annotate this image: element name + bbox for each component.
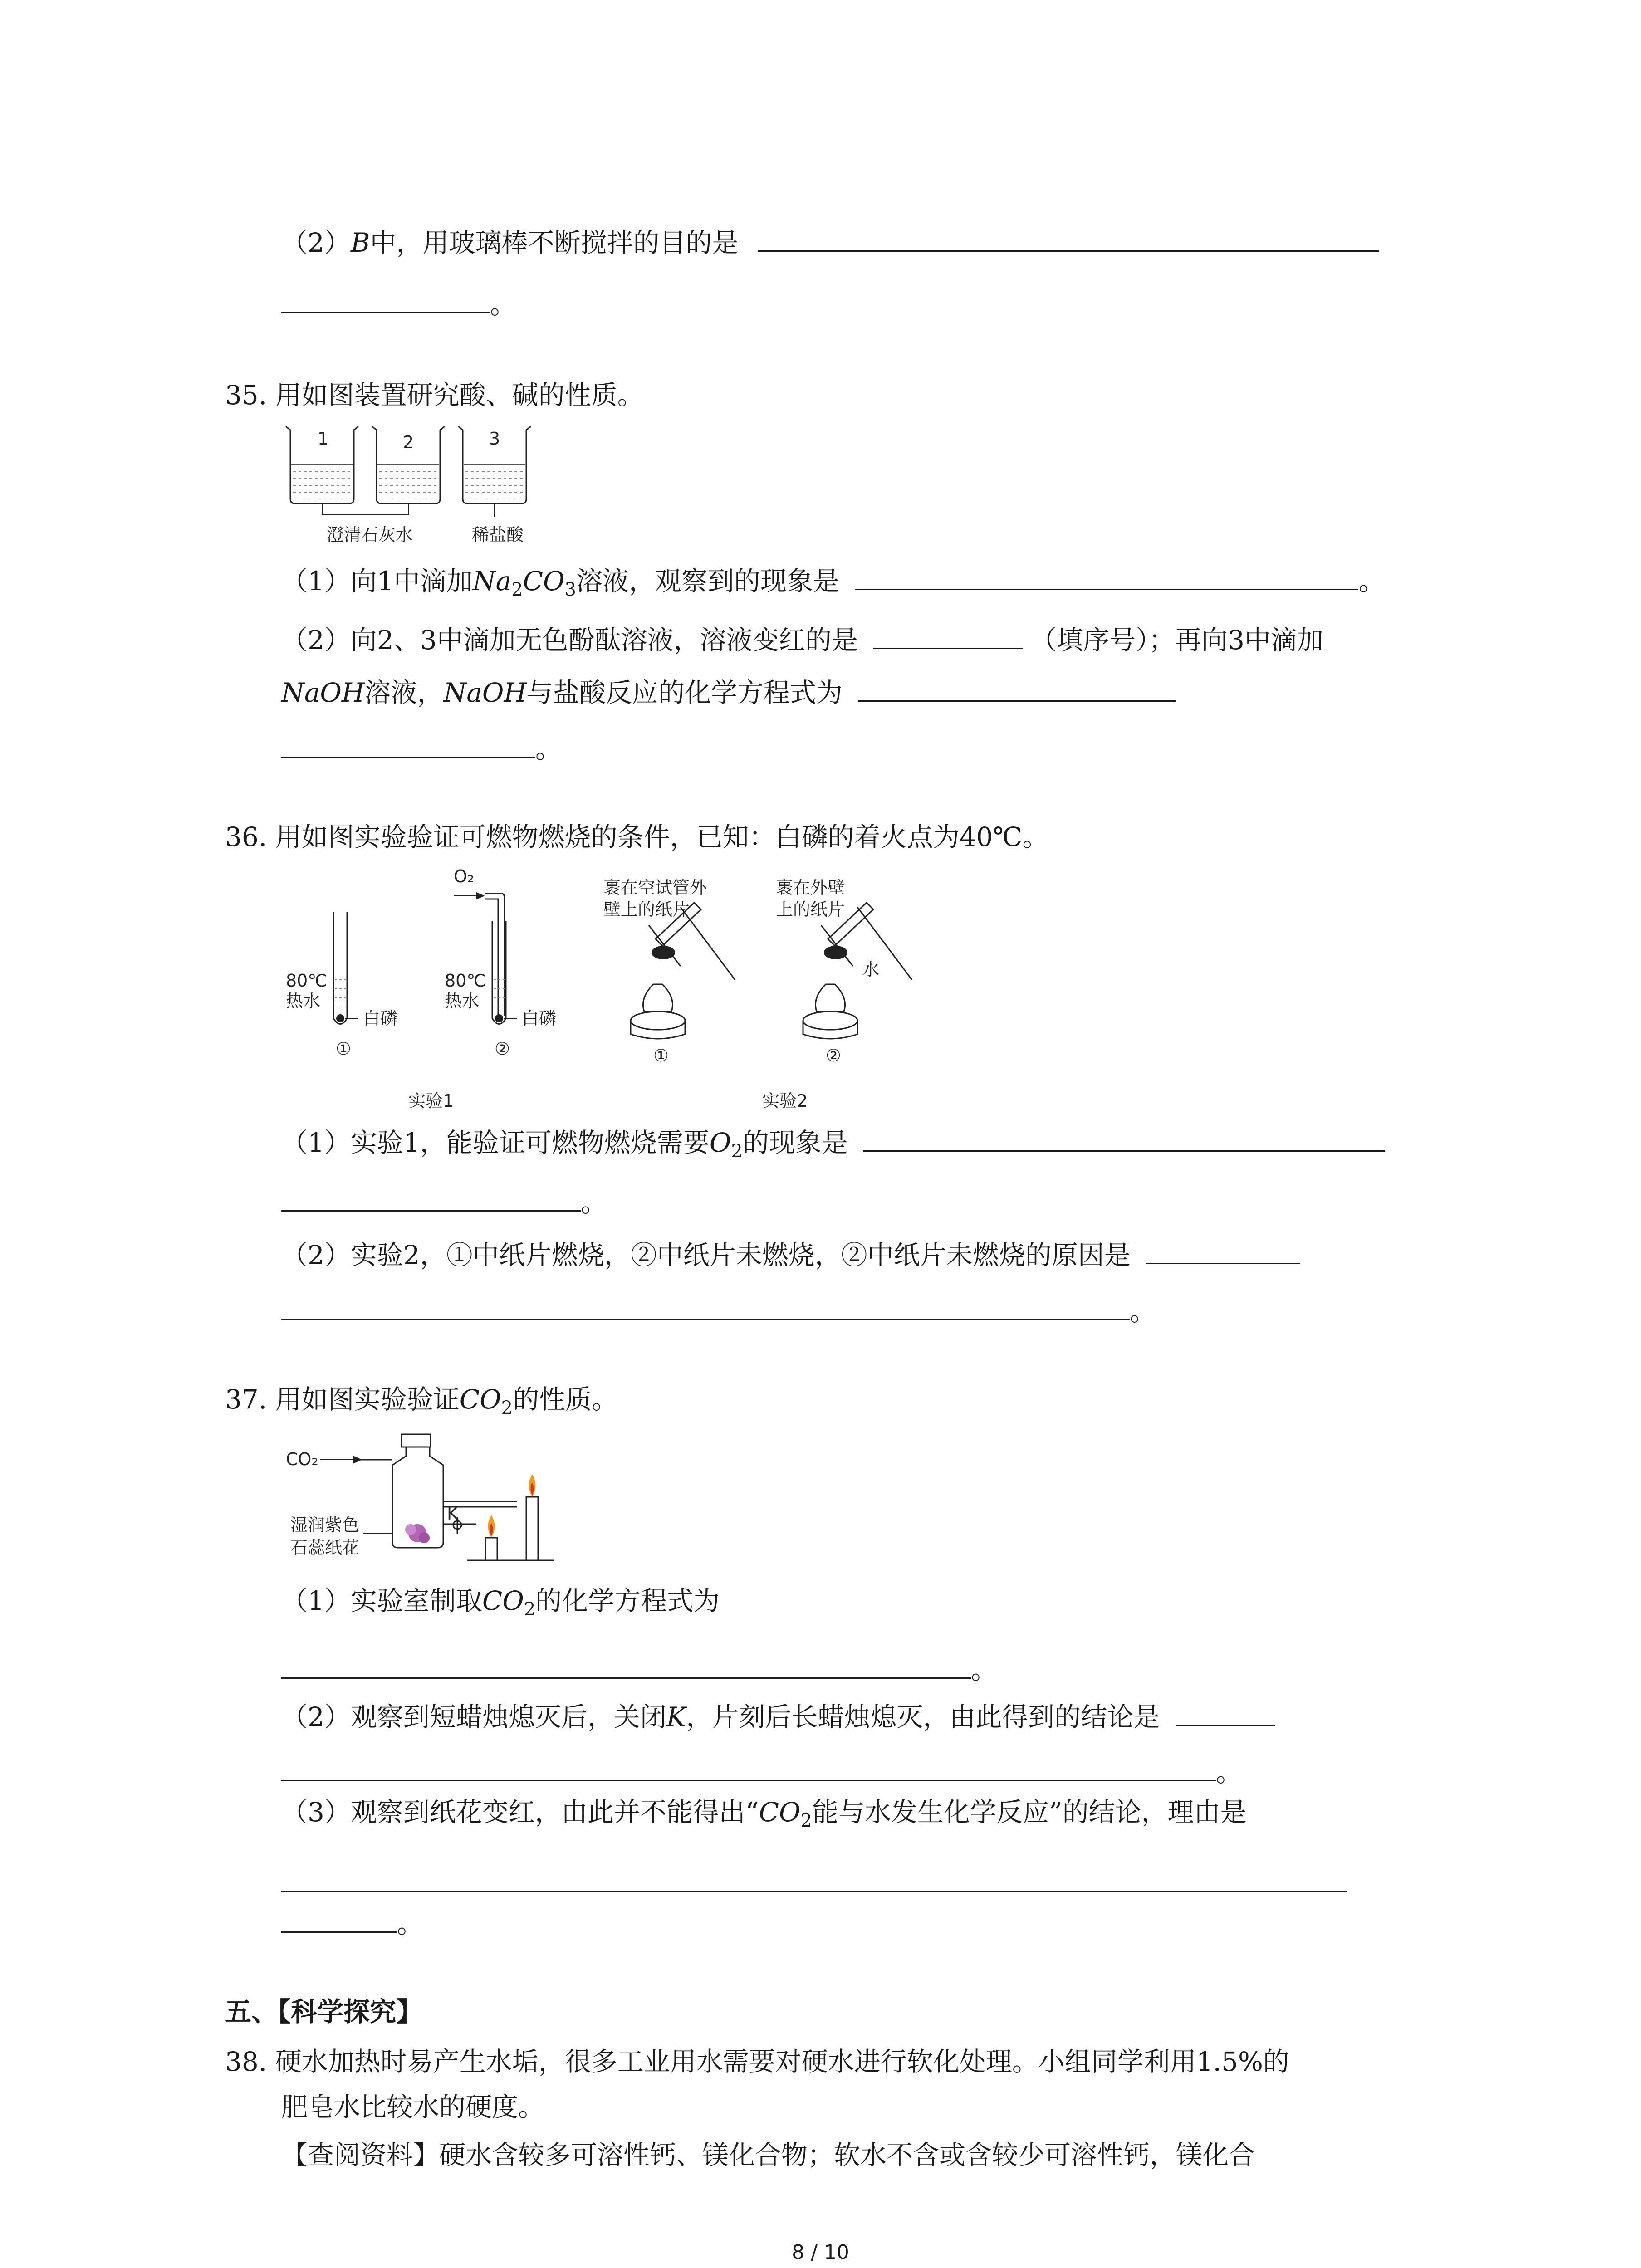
q37-part1-blank[interactable]	[281, 1651, 971, 1679]
q36-part2: （2）实验2，①中纸片燃烧，②中纸片未燃烧，②中纸片未燃烧的原因是	[281, 1237, 1300, 1271]
q36-part2-cont: 。	[281, 1293, 1156, 1327]
litmus-paper-flower	[405, 1524, 430, 1543]
q37-part3-line3: 。	[281, 1905, 423, 1940]
svg-text:壁上的纸片: 壁上的纸片	[603, 899, 690, 919]
beaker-3-label: 3	[489, 429, 500, 449]
short-candle	[485, 1515, 497, 1560]
q35-caption-limewater: 澄清石灰水	[327, 525, 413, 545]
paper-piece-1	[652, 946, 675, 959]
section5-heading: 五、【科学探究】	[225, 1996, 423, 2027]
exp2-caption: 实验2	[762, 1091, 808, 1111]
q37-part2-cont: 。	[281, 1754, 1242, 1788]
q36-combustion-figure	[272, 862, 998, 1116]
q37-part3-line2	[281, 1864, 1347, 1899]
q36-part2-blank-1[interactable]	[1146, 1237, 1300, 1264]
q37-part2: （2）观察到短蜡烛熄灭后，关闭K，片刻后长蜡烛熄灭，由此得到的结论是	[281, 1698, 1275, 1733]
q35-part2-blank-1[interactable]	[873, 621, 1023, 649]
q37-part3-blank-2[interactable]	[281, 1905, 397, 1933]
q37-stem: 37. 用如图实验验证$CO_2$的性质。	[225, 1384, 618, 1418]
q36-part1: （1）实验1，能验证可燃物燃烧需要$O_2$的现象是	[281, 1124, 1385, 1167]
exp1-tube-2	[485, 894, 506, 1024]
svg-text:80℃: 80℃	[286, 971, 328, 991]
beaker-2-label: 2	[403, 432, 414, 452]
q36-part1-blank-1[interactable]	[863, 1124, 1385, 1152]
paper-piece-2	[824, 946, 847, 959]
valve-k-label: K	[447, 1504, 458, 1524]
exp1-caption: 实验1	[408, 1091, 454, 1111]
q35-part2-line2: NaOH溶液，NaOH与盐酸反应的化学方程式为	[281, 674, 1176, 709]
exp2-setup-1	[631, 903, 735, 1039]
q38-line2: 肥皂水比较水的硬度。	[281, 2092, 545, 2122]
q37-part3-blank-1[interactable]	[281, 1864, 1347, 1892]
q35-part1: （1）向1中滴加$Na_2CO_3$溶液，观察到的现象是 。	[281, 562, 1385, 606]
svg-text:热水: 热水	[286, 991, 321, 1011]
q35-part2-line3: 。	[281, 730, 562, 765]
q35-part1-blank[interactable]	[855, 562, 1358, 590]
q36-part2-blank-2[interactable]	[281, 1293, 1130, 1320]
q35-beakers-figure	[281, 422, 563, 558]
q36-part1-blank-2[interactable]	[281, 1184, 581, 1212]
svg-text:①: ①	[653, 1046, 669, 1066]
svg-text:②: ②	[495, 1039, 510, 1059]
svg-text:热水: 热水	[445, 991, 480, 1011]
q37-part3: （3）观察到纸花变红，由此并不能得出“$CO_2$能与水发生化学反应”的结论，理由是	[281, 1797, 1247, 1831]
tall-candle	[526, 1474, 538, 1560]
q35-part2-blank-2[interactable]	[858, 674, 1176, 702]
svg-text:裹在空试管外: 裹在空试管外	[603, 878, 707, 898]
q38-line3: 【查阅资料】硬水含较多可溶性钙、镁化合物；软水不含或含较少可溶性钙，镁化合	[281, 2140, 1255, 2170]
q35-part2-line1: （2）向2、3中滴加无色酚酞溶液，溶液变红的是 （填序号）；再向3中滴加	[281, 621, 1323, 656]
svg-text:①: ①	[336, 1039, 352, 1059]
svg-text:CO₂: CO₂	[286, 1449, 318, 1469]
q36-stem: 36. 用如图实验验证可燃物燃烧的条件，已知：白磷的着火点为40℃。	[225, 821, 1049, 852]
svg-text:水: 水	[862, 959, 880, 979]
q36-part1-cont: 。	[281, 1184, 607, 1218]
svg-text:裹在外壁: 裹在外壁	[776, 878, 845, 898]
q34-part2: （2）B中，用玻璃棒不断搅拌的目的是	[281, 224, 1379, 259]
white-phosphorus-2	[495, 1014, 503, 1022]
svg-text:湿润紫色: 湿润紫色	[290, 1515, 360, 1535]
svg-text:石蕊纸花: 石蕊纸花	[290, 1538, 360, 1558]
q34-part2-cont: 。	[281, 286, 516, 320]
exp2-setup-2	[803, 903, 912, 1039]
q35-part2-blank-3[interactable]	[281, 730, 535, 758]
svg-text:白磷: 白磷	[522, 1008, 557, 1028]
q37-part1: （1）实验室制取$CO_2$的化学方程式为	[281, 1585, 720, 1620]
q35-caption-hcl: 稀盐酸	[472, 525, 524, 545]
svg-text:80℃: 80℃	[445, 971, 486, 991]
q37-co2-figure	[281, 1429, 608, 1579]
beaker-1-label: 1	[318, 429, 329, 449]
svg-text:上的纸片: 上的纸片	[776, 899, 845, 919]
page-number: 8 / 10	[792, 2241, 849, 2264]
q34-answer-blank-1[interactable]	[758, 224, 1379, 252]
q34-answer-blank-2[interactable]	[281, 286, 490, 313]
svg-text:②: ②	[826, 1046, 842, 1066]
white-phosphorus-1	[336, 1014, 344, 1022]
q38-line1: 38. 硬水加热时易产生水垢，很多工业用水需要对硬水进行软化处理。小组同学利用1.5%的	[225, 2046, 1290, 2077]
svg-text:白磷: 白磷	[363, 1008, 398, 1028]
q35-stem: 35. 用如图装置研究酸、碱的性质。	[225, 380, 644, 411]
q37-part2-blank-1[interactable]	[1176, 1698, 1275, 1726]
q37-part2-blank-2[interactable]	[281, 1754, 1216, 1781]
q37-part1-cont: 。	[281, 1651, 997, 1686]
svg-text:O₂: O₂	[454, 866, 475, 886]
